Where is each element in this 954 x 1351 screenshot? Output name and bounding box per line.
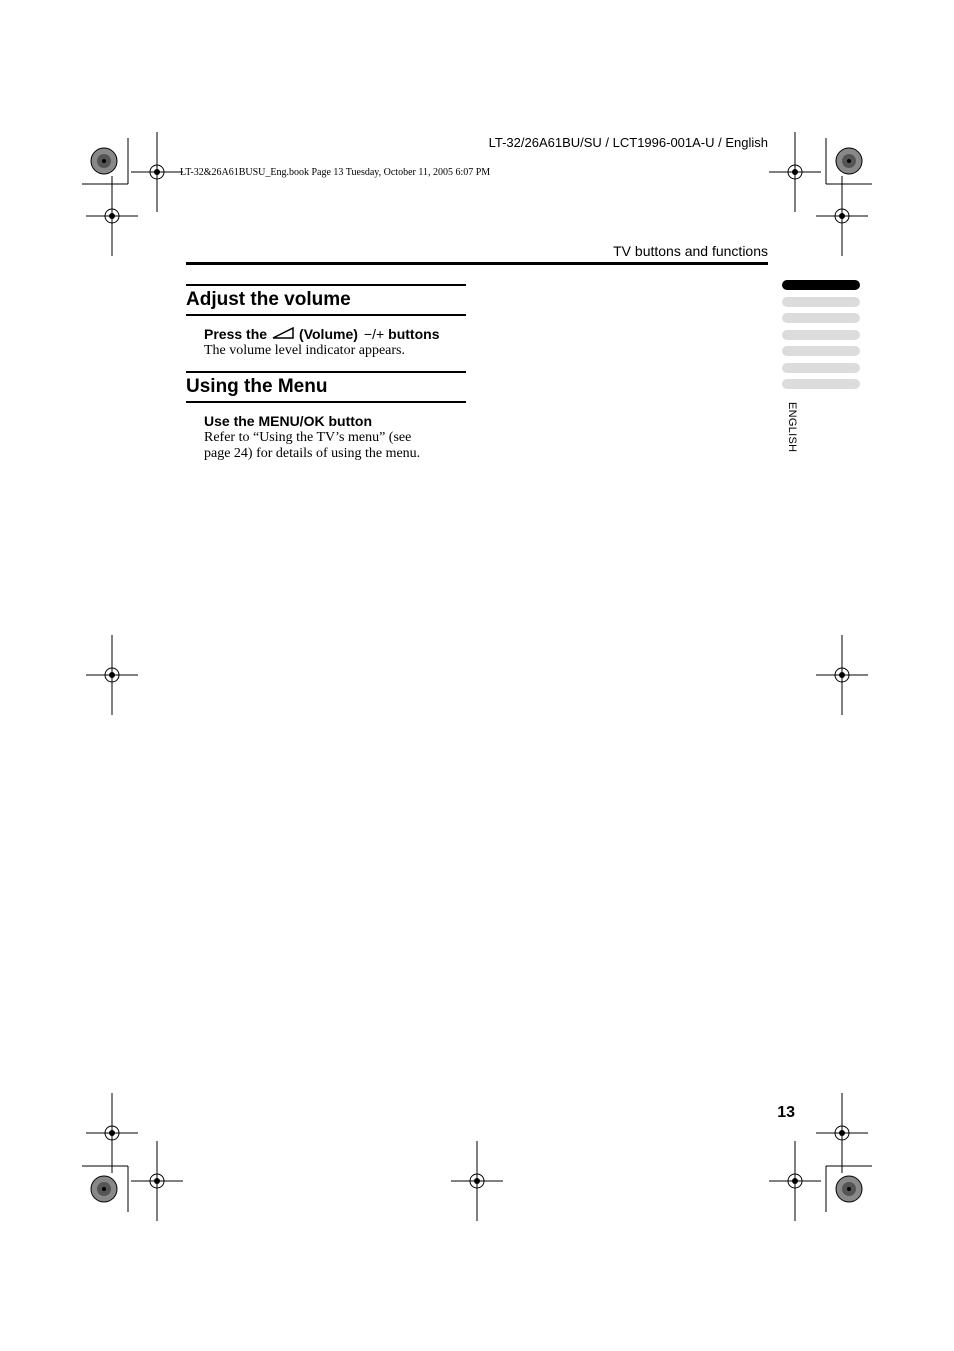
volume-label: (Volume) — [299, 326, 358, 342]
chapter-tab-active — [782, 280, 860, 290]
chapter-tab — [782, 313, 860, 323]
burst-mark-icon — [91, 148, 117, 174]
language-side-label — [783, 402, 799, 472]
volume-step-title — [204, 326, 439, 342]
book-slug-line: LT-32&26A61BUSU_Eng.book Page 13 Tuesday, October 11, 2005 6:07 PM — [180, 167, 491, 178]
heading-adjust-volume: Adjust the volume — [186, 289, 351, 310]
heading-rule-bottom — [186, 314, 466, 316]
menu-step-body-line: page 24) for details of using the menu. — [204, 446, 421, 461]
menu-step-body-line: Refer to “Using the TV’s menu” (see — [204, 430, 412, 445]
heading-using-menu: Using the Menu — [186, 376, 328, 397]
chapter-tab — [782, 297, 860, 307]
volume-icon — [272, 326, 294, 342]
chapter-tab — [782, 330, 860, 340]
chapter-tab — [782, 363, 860, 373]
menu-step-body — [204, 430, 464, 462]
header-rule — [186, 262, 768, 265]
document-id: LT-32/26A61BU/SU / LCT1996-001A-U / English — [488, 135, 768, 150]
menu-step-title: Use the MENU/OK button — [204, 413, 372, 429]
language-label-text: ENGLISH — [786, 402, 798, 453]
heading-rule-bottom — [186, 401, 466, 403]
heading-rule-top — [186, 371, 466, 373]
page-number: 13 — [777, 1104, 795, 1121]
section-header: TV buttons and functions — [613, 243, 768, 259]
volume-step-body: The volume level indicator appears. — [204, 343, 405, 358]
heading-rule-top — [186, 284, 466, 286]
step-suffix: buttons — [388, 326, 440, 342]
chapter-tab — [782, 379, 860, 389]
step-prefix: Press the — [204, 326, 268, 342]
chapter-tab — [782, 346, 860, 356]
minus-plus-icon: −/+ — [363, 326, 385, 342]
